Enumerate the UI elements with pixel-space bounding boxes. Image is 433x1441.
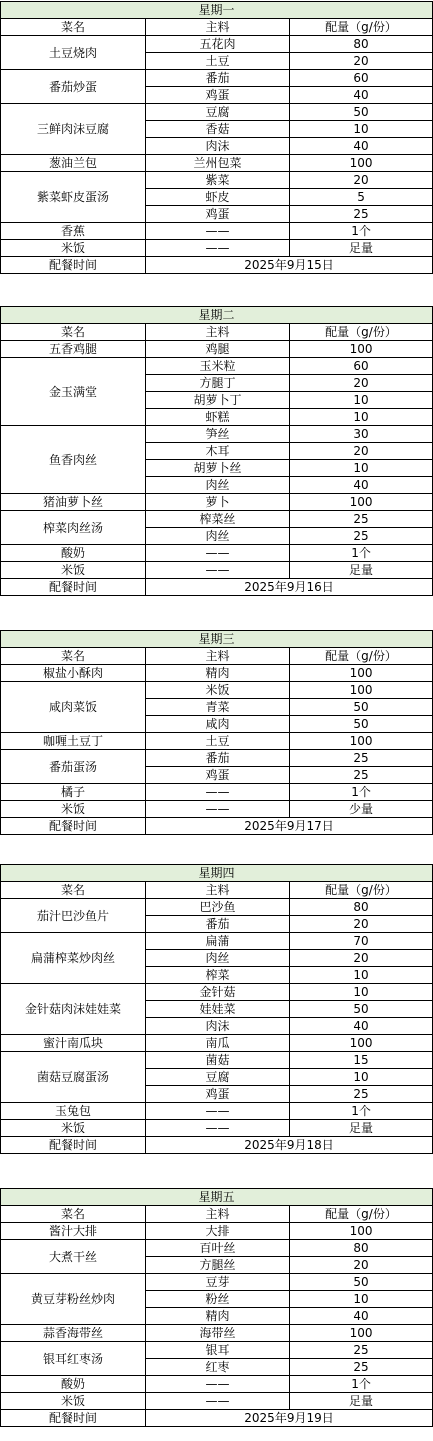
amount-cell: 80	[290, 1240, 433, 1257]
table-row	[1, 1376, 433, 1393]
dish-name: 葱油兰包	[1, 155, 146, 172]
ingredient-cell: 鸡蛋	[146, 1086, 290, 1103]
ingredient-cell: 番茄	[146, 916, 290, 933]
dish-name: 橘子	[1, 784, 146, 801]
dish-name: 大煮干丝	[1, 1240, 146, 1274]
table-row	[1, 172, 433, 189]
ingredient-cell: 榨菜	[146, 967, 290, 984]
ingredient-cell: 五花肉	[146, 36, 290, 53]
footer-date: 2025年9月16日	[146, 579, 433, 596]
footer-date: 2025年9月17日	[146, 818, 433, 835]
footer-label: 配餐时间	[1, 579, 146, 596]
day-menu-table	[0, 864, 432, 1154]
footer-date: 2025年9月19日	[146, 1410, 433, 1427]
ingredient-cell: 木耳	[146, 443, 290, 460]
header-dish: 菜名	[1, 882, 146, 899]
dish-name: 蜜汁南瓜块	[1, 1035, 146, 1052]
table-row	[1, 899, 433, 916]
header-row	[1, 1206, 433, 1223]
amount-cell: 50	[290, 104, 433, 121]
amount-cell: 20	[290, 1257, 433, 1274]
menu-table	[0, 864, 433, 1154]
ingredient-cell: 精肉	[146, 1308, 290, 1325]
ingredient-cell: 方腿丁	[146, 375, 290, 392]
dish-name: 银耳红枣汤	[1, 1342, 146, 1376]
table-row	[1, 1274, 433, 1291]
table-row	[1, 36, 433, 53]
ingredient-cell: 菌菇	[146, 1052, 290, 1069]
amount-cell: 100	[290, 1223, 433, 1240]
amount-cell: 20	[290, 375, 433, 392]
ingredient-cell: ——	[146, 801, 290, 818]
dish-name: 黄豆芽粉丝炒肉	[1, 1274, 146, 1325]
ingredient-cell: 豆腐	[146, 1069, 290, 1086]
amount-cell: 30	[290, 426, 433, 443]
header-amount: 配量（g/份）	[290, 19, 433, 36]
amount-cell: 10	[290, 967, 433, 984]
ingredient-cell: ——	[146, 1393, 290, 1410]
amount-cell: 足量	[290, 240, 433, 257]
amount-cell: 足量	[290, 1120, 433, 1137]
footer-row	[1, 1410, 433, 1427]
ingredient-cell: 咸肉	[146, 716, 290, 733]
table-row	[1, 1342, 433, 1359]
footer-label: 配餐时间	[1, 1137, 146, 1154]
header-row	[1, 19, 433, 36]
amount-cell: 25	[290, 1086, 433, 1103]
amount-cell: 50	[290, 1001, 433, 1018]
dish-name: 紫菜虾皮蛋汤	[1, 172, 146, 223]
header-ingredient: 主料	[146, 19, 290, 36]
menu-table	[0, 630, 433, 835]
day-title: 星期二	[1, 307, 433, 324]
ingredient-cell: 肉丝	[146, 477, 290, 494]
dish-name: 椒盐小酥肉	[1, 665, 146, 682]
ingredient-cell: ——	[146, 1376, 290, 1393]
dish-name: 茄汁巴沙鱼片	[1, 899, 146, 933]
ingredient-cell: 娃娃菜	[146, 1001, 290, 1018]
dish-name: 金玉满堂	[1, 358, 146, 426]
header-ingredient: 主料	[146, 324, 290, 341]
dish-name: 番茄炒蛋	[1, 70, 146, 104]
table-row	[1, 358, 433, 375]
amount-cell: 100	[290, 1325, 433, 1342]
header-dish: 菜名	[1, 324, 146, 341]
footer-label: 配餐时间	[1, 257, 146, 274]
menu-table	[0, 306, 433, 596]
amount-cell: 100	[290, 733, 433, 750]
table-row	[1, 784, 433, 801]
table-row	[1, 1240, 433, 1257]
ingredient-cell: ——	[146, 1120, 290, 1137]
table-row	[1, 665, 433, 682]
amount-cell: 50	[290, 1274, 433, 1291]
table-row	[1, 801, 433, 818]
day-menu-table	[0, 306, 432, 596]
footer-label: 配餐时间	[1, 818, 146, 835]
table-row	[1, 426, 433, 443]
table-row	[1, 155, 433, 172]
ingredient-cell: 土豆	[146, 53, 290, 70]
amount-cell: 100	[290, 341, 433, 358]
amount-cell: 1个	[290, 223, 433, 240]
dish-name: 扁蒲榨菜炒肉丝	[1, 933, 146, 984]
ingredient-cell: 鸡蛋	[146, 206, 290, 223]
amount-cell: 40	[290, 477, 433, 494]
ingredient-cell: 紫菜	[146, 172, 290, 189]
header-ingredient: 主料	[146, 648, 290, 665]
table-row	[1, 545, 433, 562]
ingredient-cell: 精肉	[146, 665, 290, 682]
day-title: 星期四	[1, 865, 433, 882]
amount-cell: 10	[290, 1069, 433, 1086]
dish-name: 鱼香肉丝	[1, 426, 146, 494]
amount-cell: 10	[290, 392, 433, 409]
ingredient-cell: 番茄	[146, 750, 290, 767]
ingredient-cell: 香菇	[146, 121, 290, 138]
ingredient-cell: 大排	[146, 1223, 290, 1240]
ingredient-cell: 土豆	[146, 733, 290, 750]
footer-row	[1, 257, 433, 274]
table-row	[1, 562, 433, 579]
table-row	[1, 511, 433, 528]
ingredient-cell: 豆腐	[146, 104, 290, 121]
header-dish: 菜名	[1, 1206, 146, 1223]
footer-row	[1, 1137, 433, 1154]
table-row	[1, 1103, 433, 1120]
amount-cell: 10	[290, 409, 433, 426]
amount-cell: 40	[290, 138, 433, 155]
amount-cell: 60	[290, 358, 433, 375]
table-row	[1, 1120, 433, 1137]
ingredient-cell: 肉丝	[146, 528, 290, 545]
amount-cell: 15	[290, 1052, 433, 1069]
table-row	[1, 1223, 433, 1240]
amount-cell: 少量	[290, 801, 433, 818]
ingredient-cell: 番茄	[146, 70, 290, 87]
dish-name: 香蕉	[1, 223, 146, 240]
table-row	[1, 341, 433, 358]
ingredient-cell: 扁蒲	[146, 933, 290, 950]
amount-cell: 25	[290, 206, 433, 223]
ingredient-cell: 巴沙鱼	[146, 899, 290, 916]
amount-cell: 1个	[290, 1376, 433, 1393]
ingredient-cell: 粉丝	[146, 1291, 290, 1308]
header-row	[1, 324, 433, 341]
dish-name: 米饭	[1, 801, 146, 818]
menu-table	[0, 1188, 433, 1427]
ingredient-cell: 胡萝卜丝	[146, 460, 290, 477]
ingredient-cell: 肉沫	[146, 138, 290, 155]
ingredient-cell: 米饭	[146, 682, 290, 699]
dish-name: 米饭	[1, 562, 146, 579]
amount-cell: 10	[290, 984, 433, 1001]
amount-cell: 50	[290, 716, 433, 733]
ingredient-cell: 红枣	[146, 1359, 290, 1376]
amount-cell: 25	[290, 1342, 433, 1359]
footer-date: 2025年9月15日	[146, 257, 433, 274]
ingredient-cell: 虾皮	[146, 189, 290, 206]
dish-name: 三鲜肉沫豆腐	[1, 104, 146, 155]
table-row	[1, 1035, 433, 1052]
ingredient-cell: 海带丝	[146, 1325, 290, 1342]
table-row	[1, 240, 433, 257]
ingredient-cell: 肉丝	[146, 950, 290, 967]
header-row	[1, 882, 433, 899]
footer-date: 2025年9月18日	[146, 1137, 433, 1154]
amount-cell: 100	[290, 155, 433, 172]
day-title: 星期一	[1, 2, 433, 19]
ingredient-cell: 鸡蛋	[146, 767, 290, 784]
amount-cell: 50	[290, 699, 433, 716]
header-dish: 菜名	[1, 19, 146, 36]
ingredient-cell: 萝卜	[146, 494, 290, 511]
dish-name: 榨菜肉丝汤	[1, 511, 146, 545]
amount-cell: 40	[290, 1018, 433, 1035]
footer-row	[1, 579, 433, 596]
amount-cell: 5	[290, 189, 433, 206]
dish-name: 猪油萝卜丝	[1, 494, 146, 511]
amount-cell: 80	[290, 899, 433, 916]
dish-name: 五香鸡腿	[1, 341, 146, 358]
ingredient-cell: 肉沫	[146, 1018, 290, 1035]
ingredient-cell: 虾糕	[146, 409, 290, 426]
amount-cell: 10	[290, 1291, 433, 1308]
ingredient-cell: 银耳	[146, 1342, 290, 1359]
table-row	[1, 1393, 433, 1410]
day-menu-table	[0, 1, 432, 274]
ingredient-cell: ——	[146, 784, 290, 801]
ingredient-cell: 鸡蛋	[146, 87, 290, 104]
amount-cell: 70	[290, 933, 433, 950]
ingredient-cell: 百叶丝	[146, 1240, 290, 1257]
amount-cell: 100	[290, 1035, 433, 1052]
table-row	[1, 494, 433, 511]
ingredient-cell: 榨菜丝	[146, 511, 290, 528]
dish-name: 米饭	[1, 1393, 146, 1410]
amount-cell: 20	[290, 950, 433, 967]
dish-name: 酸奶	[1, 545, 146, 562]
table-row	[1, 733, 433, 750]
ingredient-cell: 胡萝卜丁	[146, 392, 290, 409]
dish-name: 蒜香海带丝	[1, 1325, 146, 1342]
dish-name: 酸奶	[1, 1376, 146, 1393]
dish-name: 咸肉菜饭	[1, 682, 146, 733]
menu-table	[0, 1, 433, 274]
amount-cell: 40	[290, 1308, 433, 1325]
footer-row	[1, 818, 433, 835]
ingredient-cell: ——	[146, 562, 290, 579]
dish-name: 酱汁大排	[1, 1223, 146, 1240]
header-ingredient: 主料	[146, 882, 290, 899]
dish-name: 玉兔包	[1, 1103, 146, 1120]
amount-cell: 100	[290, 665, 433, 682]
ingredient-cell: ——	[146, 240, 290, 257]
dish-name: 咖喱土豆丁	[1, 733, 146, 750]
ingredient-cell: 方腿丝	[146, 1257, 290, 1274]
header-dish: 菜名	[1, 648, 146, 665]
amount-cell: 60	[290, 70, 433, 87]
dish-name: 土豆烧肉	[1, 36, 146, 70]
header-amount: 配量（g/份）	[290, 882, 433, 899]
ingredient-cell: 鸡腿	[146, 341, 290, 358]
amount-cell: 80	[290, 36, 433, 53]
amount-cell: 1个	[290, 784, 433, 801]
table-row	[1, 70, 433, 87]
day-menu-table	[0, 1188, 432, 1427]
amount-cell: 10	[290, 460, 433, 477]
dish-name: 菌菇豆腐蛋汤	[1, 1052, 146, 1103]
amount-cell: 20	[290, 172, 433, 189]
amount-cell: 25	[290, 750, 433, 767]
header-row	[1, 648, 433, 665]
amount-cell: 1个	[290, 1103, 433, 1120]
amount-cell: 40	[290, 87, 433, 104]
header-amount: 配量（g/份）	[290, 1206, 433, 1223]
amount-cell: 20	[290, 443, 433, 460]
ingredient-cell: 南瓜	[146, 1035, 290, 1052]
ingredient-cell: 青菜	[146, 699, 290, 716]
table-row	[1, 1052, 433, 1069]
amount-cell: 20	[290, 53, 433, 70]
ingredient-cell: 豆芽	[146, 1274, 290, 1291]
table-row	[1, 750, 433, 767]
header-ingredient: 主料	[146, 1206, 290, 1223]
ingredient-cell: ——	[146, 223, 290, 240]
dish-name: 金针菇肉沫娃娃菜	[1, 984, 146, 1035]
amount-cell: 100	[290, 494, 433, 511]
table-row	[1, 223, 433, 240]
amount-cell: 25	[290, 511, 433, 528]
dish-name: 米饭	[1, 1120, 146, 1137]
amount-cell: 100	[290, 682, 433, 699]
amount-cell: 足量	[290, 1393, 433, 1410]
amount-cell: 1个	[290, 545, 433, 562]
amount-cell: 20	[290, 916, 433, 933]
ingredient-cell: 玉米粒	[146, 358, 290, 375]
dish-name: 番茄蛋汤	[1, 750, 146, 784]
amount-cell: 足量	[290, 562, 433, 579]
ingredient-cell: 笋丝	[146, 426, 290, 443]
table-row	[1, 933, 433, 950]
amount-cell: 10	[290, 121, 433, 138]
table-row	[1, 1325, 433, 1342]
footer-label: 配餐时间	[1, 1410, 146, 1427]
ingredient-cell: 兰州包菜	[146, 155, 290, 172]
ingredient-cell: ——	[146, 545, 290, 562]
day-menu-table	[0, 630, 432, 835]
ingredient-cell: 金针菇	[146, 984, 290, 1001]
dish-name: 米饭	[1, 240, 146, 257]
header-amount: 配量（g/份）	[290, 648, 433, 665]
amount-cell: 25	[290, 767, 433, 784]
table-row	[1, 984, 433, 1001]
table-row	[1, 682, 433, 699]
ingredient-cell: ——	[146, 1103, 290, 1120]
amount-cell: 25	[290, 528, 433, 545]
day-title: 星期三	[1, 631, 433, 648]
header-amount: 配量（g/份）	[290, 324, 433, 341]
table-row	[1, 104, 433, 121]
day-title: 星期五	[1, 1189, 433, 1206]
amount-cell: 25	[290, 1359, 433, 1376]
